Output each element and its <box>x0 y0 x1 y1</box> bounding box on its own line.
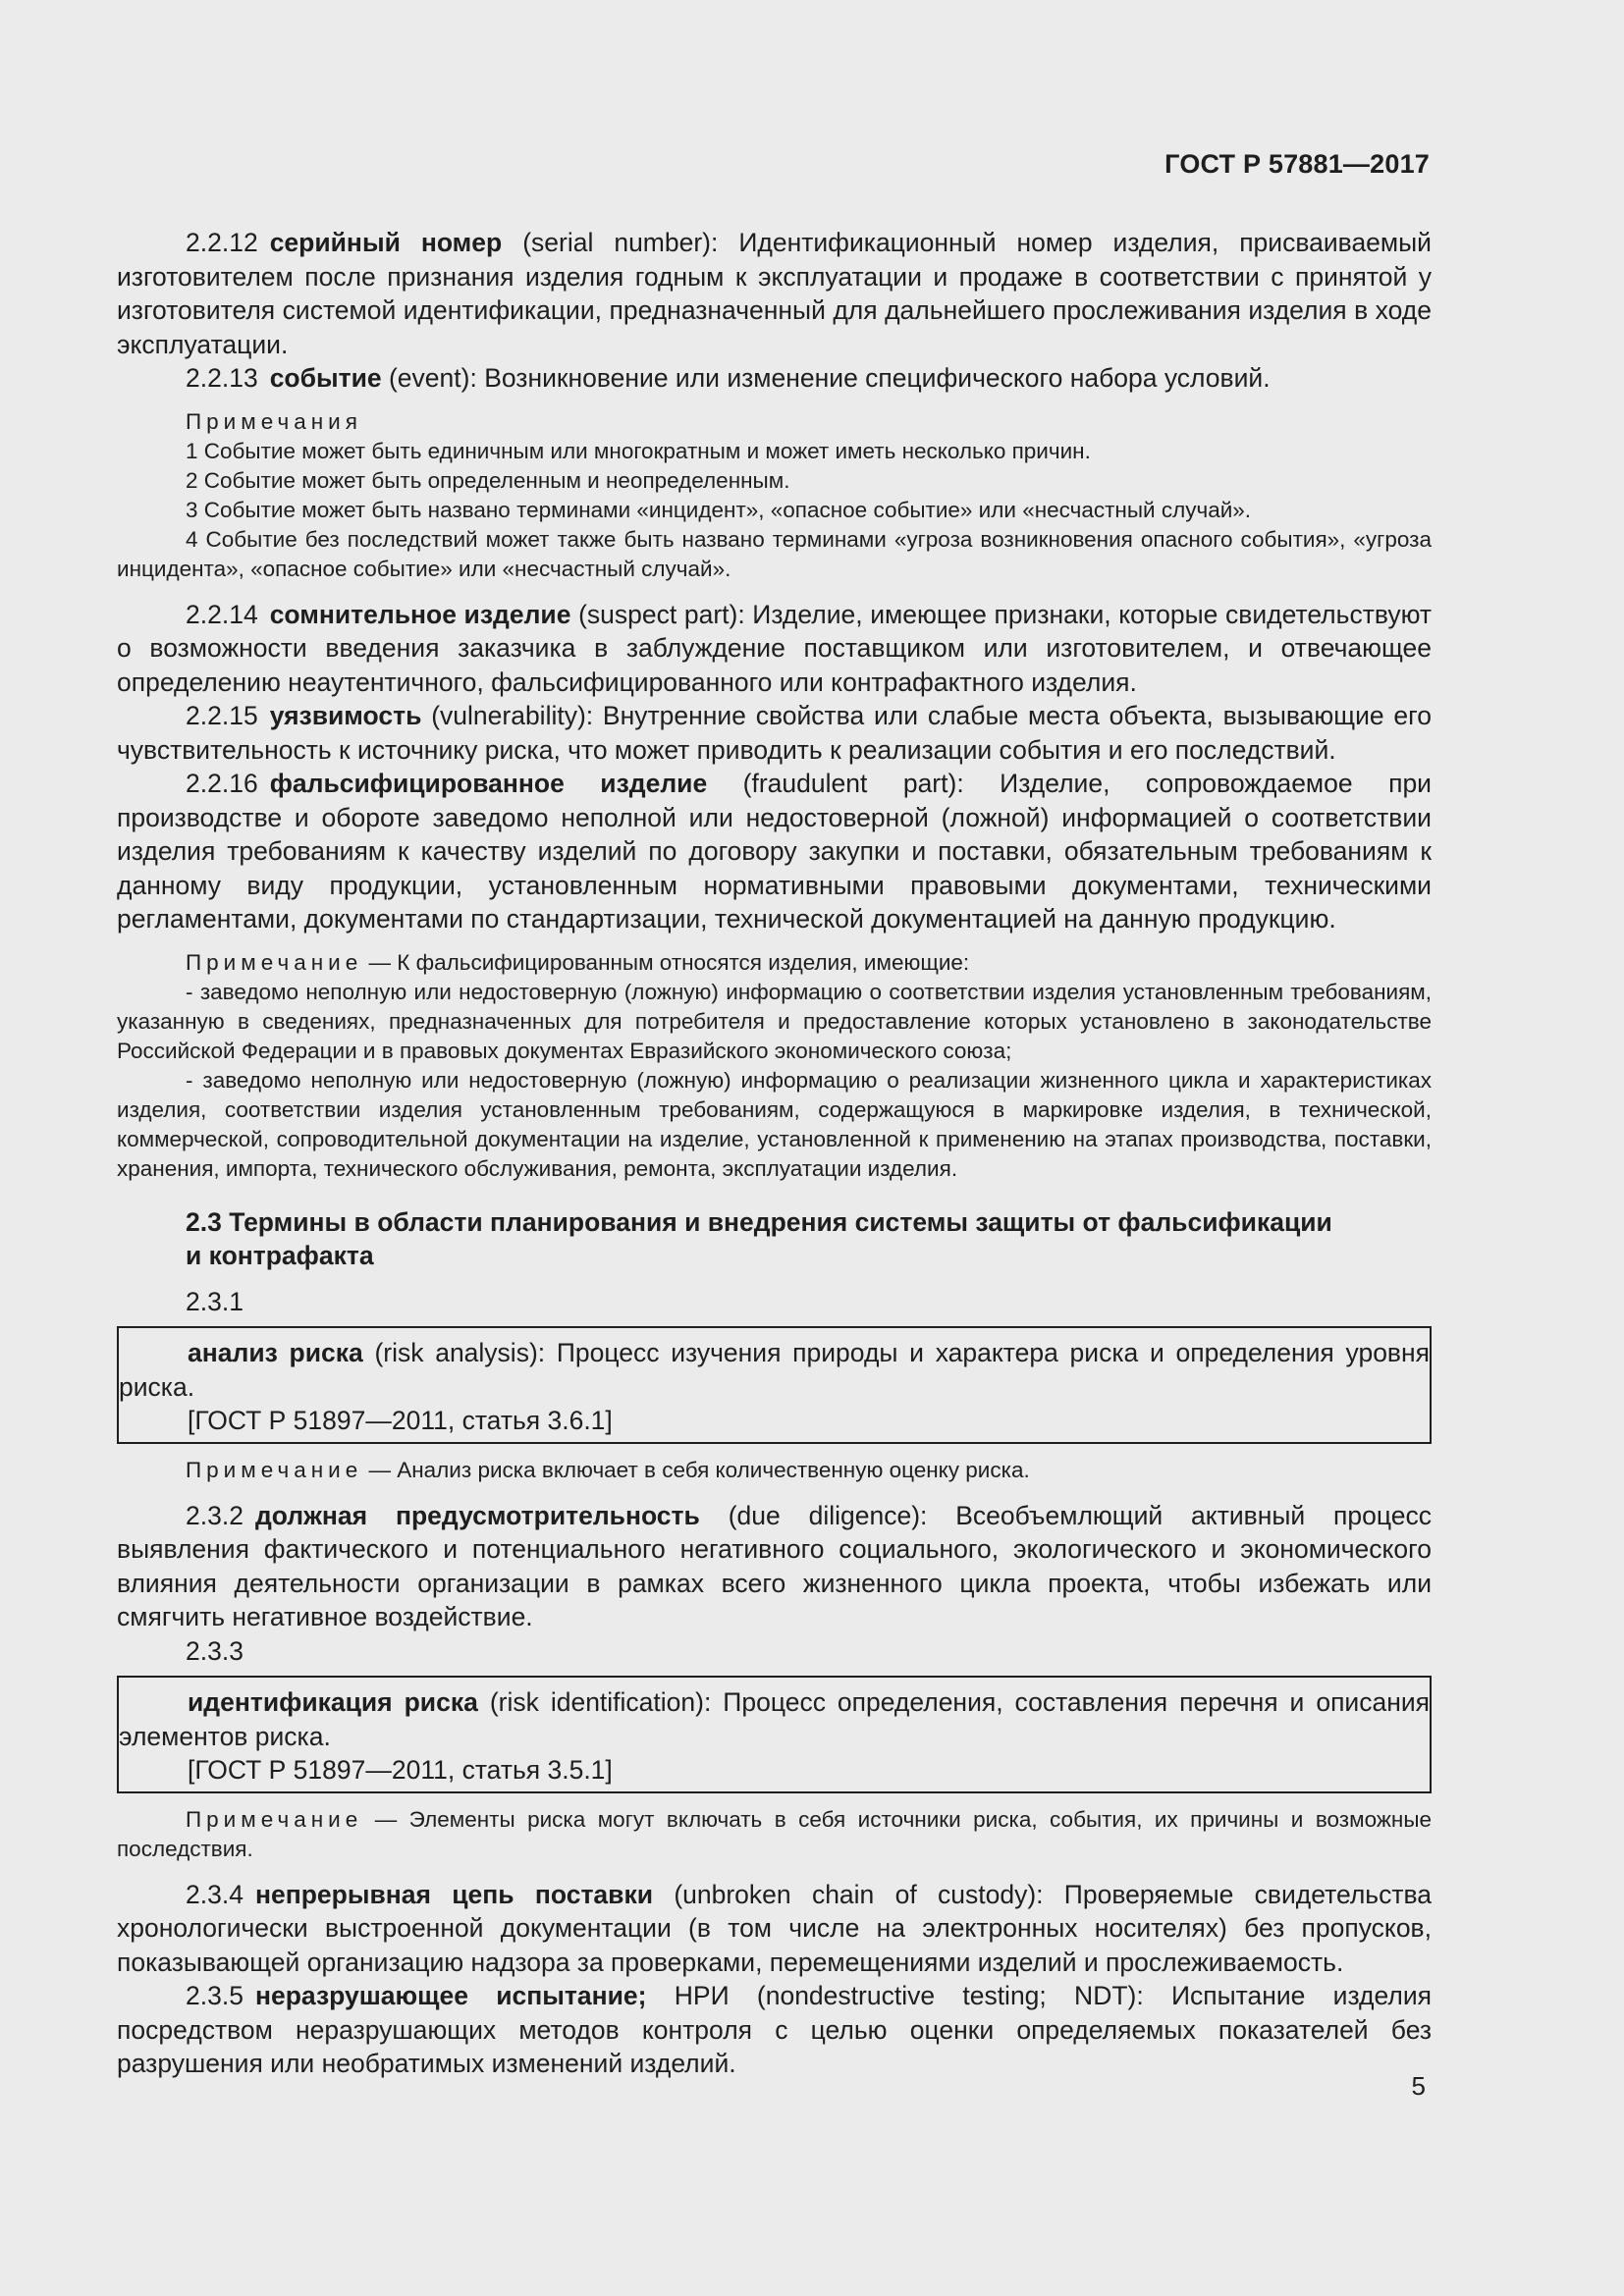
term-title: событие <box>269 363 382 393</box>
term-title: фальсифицированное изделие <box>269 769 708 798</box>
term-definition: НРИ (nondestructive testing; NDT): Испытание изделия посредством неразрушающих методов контроля с целью оценки определяемых показателей без разрушения или необратимых изменений изделий. <box>117 1981 1432 2078</box>
term-title: сомнительное изделие <box>269 599 571 629</box>
term-source-reference: [ГОСТ Р 51897—2011, статья 3.6.1] <box>188 1406 613 1435</box>
term-definition: (serial number): Идентификационный номер изделия, присваиваемый изготовителем после признания изделия годным к эксплуатации и продаже в соответствии с принятой у изготовителя системой идентификации, предназначенный для дальнейшего прослеживания изделия в ходе эксплуатации. <box>117 228 1432 359</box>
term-2-3-4 <box>117 1878 1432 1980</box>
term-title: серийный номер <box>269 228 503 257</box>
term-number: 2.3.2 <box>186 1500 244 1530</box>
term-2-2-15 <box>117 699 1432 767</box>
term-definition: (event): Возникновение или изменение специфического набора условий. <box>381 363 1271 393</box>
note-line <box>117 1456 1432 1485</box>
document-designation: ГОСТ Р 57881—2017 <box>1164 149 1430 179</box>
term-box-2-3-3 <box>117 1676 1432 1793</box>
note-item: - заведомо неполную или недостоверную (ложную) информацию о реализации жизненного цикла и характеристиках изделия, соответствии изделия установленным требованиям, содержащуюся в маркировке изделия, в технической, коммерческой, сопроводительной документации на изделие, установленной к применению на этапах производства, поставки, хранения, импорта, технического обслуживания, ремонта, эксплуатации изделия. <box>117 1067 1432 1181</box>
note-item: 3 Событие может быть названо терминами «инцидент», «опасное событие» или «несчастный случай». <box>186 497 1252 522</box>
term-definition: (risk analysis): Процесс изучения природы и характера риска и определения уровня риска. <box>119 1338 1430 1402</box>
note-title: Примечание <box>186 949 363 975</box>
term-2-3-5 <box>117 1979 1432 2081</box>
term-2-2-16 <box>117 767 1432 936</box>
term-box-2-3-1 <box>117 1326 1432 1444</box>
term-2-3-3 <box>119 1685 1430 1753</box>
term-title: непрерывная цепь поставки <box>254 1879 654 1909</box>
term-2-2-14 <box>117 598 1432 700</box>
page-number: 5 <box>1411 2071 1426 2101</box>
term-number: 2.3.4 <box>186 1879 244 1909</box>
term-definition: (fraudulent part): Изделие, сопровождаемое при производстве и обороте заведомо неполной или недостоверной (ложной) информацией о соответствии изделия требованиям к качеству изделий по договору закупки и поставки, обязательным требованиям к данному виду продукции, установленным нормативными правовыми документами, техническими регламентами, документами по стандартизации, технической документацией на данную продукцию. <box>117 769 1432 934</box>
term-definition: (unbroken chain of custody): Проверяемые свидетельства хронологически выстроенной документации (в том числе на электронных носителях) без пропусков, показывающей организацию надзора за проверками, перемещениями изделий и прослеживаемость. <box>117 1879 1432 1977</box>
heading-line: 2.3 Термины в области планирования и внедрения системы защиты от фальсификации <box>186 1206 1332 1237</box>
term-number: 2.2.16 <box>186 769 258 798</box>
note-2-3-1 <box>117 1456 1432 1485</box>
term-definition: (suspect part): Изделие, имеющее признаки, которые свидетельствуют о возможности введения заказчика в заблуждение поставщиком или изготовителем, и отвечающее определению неаутентичного, фальсифицированного или контрафактного изделия. <box>117 599 1433 697</box>
note-intro <box>117 948 1432 978</box>
term-definition: (due diligence): Всеобъемлющий активный процесс выявления фактического и потенциального негативного социального, экологического и экономического влияния деятельности организации в рамках всего жизненного цикла проекта, чтобы избежать или смягчить негативное воздействие. <box>117 1500 1432 1631</box>
term-title: уязвимость <box>269 701 422 730</box>
term-number: 2.2.13 <box>186 363 258 393</box>
term-2-2-13 <box>117 361 1432 396</box>
section-heading-2-3 <box>117 1205 1432 1273</box>
note-2-2-16 <box>117 948 1432 1184</box>
term-2-3-2 <box>117 1499 1432 1634</box>
notes-title: Примечания <box>186 408 362 434</box>
term-source-reference: [ГОСТ Р 51897—2011, статья 3.5.1] <box>188 1755 613 1785</box>
page-content <box>117 226 1432 2081</box>
term-number: 2.3.5 <box>186 1981 244 2010</box>
term-number: 2.2.15 <box>186 701 258 730</box>
note-line <box>117 1805 1432 1864</box>
term-title: анализ риска <box>188 1338 363 1367</box>
term-number: 2.2.12 <box>186 228 258 257</box>
term-number-2-3-1: 2.3.1 <box>186 1286 244 1316</box>
note-title: Примечание <box>186 1806 363 1832</box>
note-2-3-3 <box>117 1805 1432 1864</box>
term-2-3-1 <box>119 1336 1430 1404</box>
term-definition: (vulnerability): Внутренние свойства или слабые места объекта, вызывающие его чувствительность к источнику риска, что может приводить к реализации события и его последствий. <box>117 701 1432 765</box>
term-title: должная предусмотрительность <box>254 1500 700 1530</box>
note-text: — К фальсифицированным относятся изделия, имеющие: <box>362 949 970 975</box>
term-title: неразрушающее испытание; <box>254 1981 647 2010</box>
term-number-2-3-3: 2.3.3 <box>186 1635 244 1666</box>
heading-line: и контрафакта <box>186 1241 374 1270</box>
note-item: 2 Событие может быть определенным и неопределенным. <box>186 467 790 493</box>
term-definition: (risk identification): Процесс определения, составления перечня и описания элементов риска. <box>119 1687 1430 1751</box>
note-item: 1 Событие может быть единичным или многократным и может иметь несколько причин. <box>186 438 1091 463</box>
term-number: 2.2.14 <box>186 599 258 629</box>
note-item: - заведомо неполную или недостоверную (ложную) информацию о соответствии изделия установленным требованиям, указанную в сведениях, предназначенных для потребителя и предоставление которых установлено в законодательстве Российской Федерации и в правовых документах Евразийского экономического союза; <box>117 979 1432 1063</box>
note-text: — Анализ риска включает в себя количественную оценку риска. <box>362 1457 1030 1482</box>
note-item: 4 Событие без последствий может также быть названо терминами «угроза возникновения опасного события», «угроза инцидента», «опасное событие» или «несчастный случай». <box>117 526 1432 581</box>
term-2-2-12 <box>117 226 1432 361</box>
notes-2-2-13 <box>117 407 1432 584</box>
note-text: — Элементы риска могут включать в себя источники риска, события, их причины и возможные последствия. <box>117 1806 1432 1861</box>
note-title: Примечание <box>186 1457 363 1482</box>
term-title: идентификация риска <box>188 1687 478 1717</box>
